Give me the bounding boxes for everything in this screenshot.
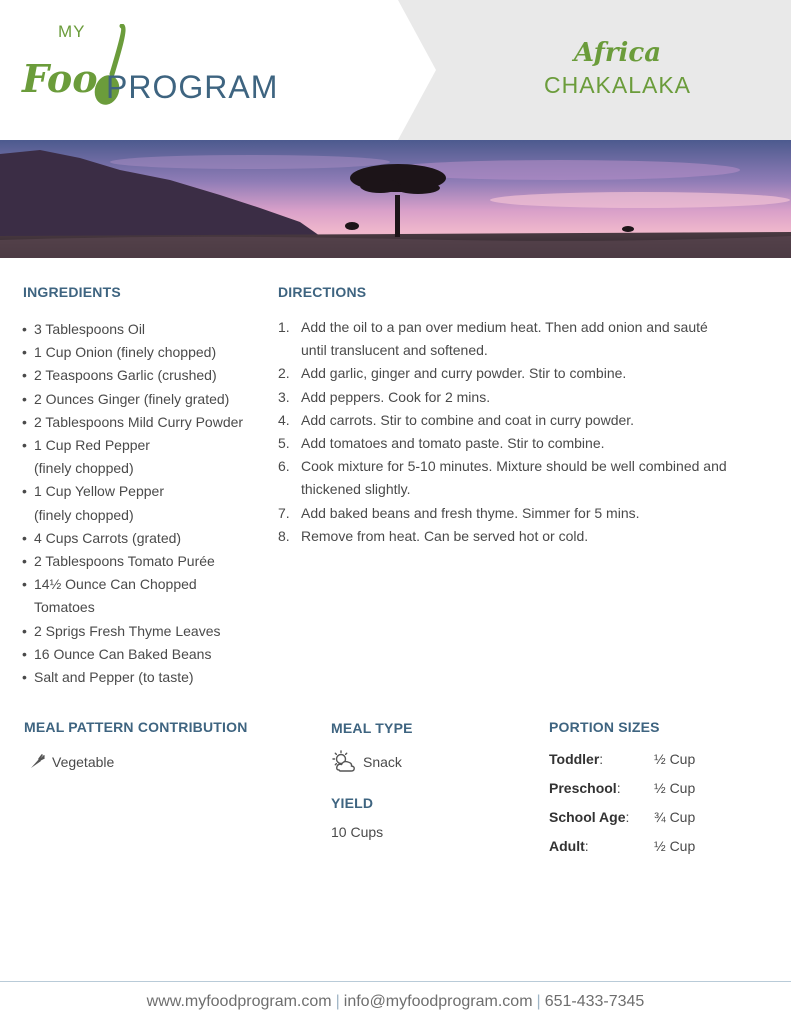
- directions-heading: DIRECTIONS: [278, 284, 367, 300]
- direction-step: 1. Add the oil to a pan over medium heat. Then add onion and sauté until translucent and softened.: [278, 319, 708, 359]
- ingredient-item: • 3 Tablespoons Oil: [22, 318, 267, 341]
- direction-step: 3. Add peppers. Cook for 2 mins.: [278, 388, 491, 405]
- portion-label: Adult: [549, 838, 585, 854]
- direction-step: 2. Add garlic, ginger and curry powder. Stir to combine.: [278, 365, 627, 382]
- meal-pattern-item: [28, 753, 114, 771]
- ingredient-item: • 14½ Ounce Can Chopped: [22, 573, 267, 596]
- ingredient-item: • 1 Cup Yellow Pepper: [22, 480, 267, 503]
- logo-program-text: PROGRAM: [106, 69, 279, 105]
- ingredient-item: • 2 Tablespoons Mild Curry Powder: [22, 411, 267, 434]
- ingredient-item: • 1 Cup Red Pepper: [22, 434, 267, 457]
- logo-foo-text: Foo: [22, 56, 98, 101]
- meal-pattern-label: Vegetable: [52, 754, 115, 770]
- portion-value: ¾ Cup: [654, 809, 696, 825]
- ingredient-item: • 2 Ounces Ginger (finely grated): [22, 388, 267, 411]
- footer-separator: |: [335, 993, 340, 1010]
- ingredient-item-continued: Tomatoes: [34, 599, 95, 616]
- portion-sizes-table: [549, 751, 749, 867]
- footer-email-link[interactable]: info@myfoodprogram.com: [343, 993, 533, 1010]
- meal-type-heading: MEAL TYPE: [331, 720, 413, 736]
- ingredient-item: • 2 Tablespoons Tomato Purée: [22, 550, 267, 573]
- portion-label: Toddler: [549, 751, 600, 767]
- footer-contact: [0, 993, 791, 1011]
- portion-value: ½ Cup: [654, 751, 696, 767]
- portion-row: Adult: ½ Cup: [549, 838, 696, 854]
- ingredient-item: • 2 Sprigs Fresh Thyme Leaves: [22, 620, 267, 643]
- meal-type-item: [331, 750, 402, 774]
- directions-list: [278, 316, 778, 548]
- recipe-title: CHAKALAKA: [543, 72, 692, 98]
- footer-divider: [0, 981, 791, 982]
- ingredient-item: • 4 Cups Carrots (grated): [22, 527, 267, 550]
- logo-my-text: MY: [58, 22, 86, 41]
- ingredient-item: • 16 Ounce Can Baked Beans: [22, 643, 267, 666]
- portion-label: School Age: [549, 809, 626, 825]
- yield-heading: YIELD: [331, 795, 374, 811]
- portion-sizes-heading: PORTION SIZES: [549, 719, 660, 735]
- yield-value: 10 Cups: [331, 824, 384, 840]
- meal-pattern-heading: MEAL PATTERN CONTRIBUTION: [24, 719, 248, 735]
- direction-step: 7. Add baked beans and fresh thyme. Simmer for 5 mins.: [278, 504, 640, 521]
- savanna-sunset-banner-image: [0, 140, 791, 258]
- direction-step: 6. Cook mixture for 5-10 minutes. Mixture should be well combined and thickened slightly.: [278, 458, 727, 498]
- header: [0, 0, 791, 140]
- direction-step: 4. Add carrots. Stir to combine and coat in curry powder.: [278, 411, 635, 428]
- my-food-program-logo[interactable]: [22, 22, 312, 112]
- portion-row: School Age: ¾ Cup: [549, 809, 696, 825]
- portion-value: ½ Cup: [654, 838, 696, 854]
- carrot-icon: [28, 753, 46, 771]
- meal-type-value: Snack: [363, 754, 402, 770]
- recipe-region: Africa: [573, 38, 662, 68]
- portion-row: Toddler: ½ Cup: [549, 751, 696, 767]
- ingredient-item: • 1 Cup Onion (finely chopped): [22, 341, 267, 364]
- ingredients-heading: INGREDIENTS: [23, 284, 121, 300]
- direction-step: 8. Remove from heat. Can be served hot or cold.: [278, 527, 589, 544]
- portion-label: Preschool: [549, 780, 617, 796]
- footer-website-link[interactable]: www.myfoodprogram.com: [146, 993, 332, 1010]
- footer-phone[interactable]: 651-433-7345: [544, 993, 645, 1010]
- ingredient-item: • Salt and Pepper (to taste): [22, 666, 267, 689]
- header-title-panel: [398, 0, 791, 140]
- portion-value: ½ Cup: [654, 780, 696, 796]
- direction-step: 5. Add tomatoes and tomato paste. Stir to combine.: [278, 435, 605, 452]
- sun-cloud-icon: [331, 750, 357, 774]
- ingredient-item-continued: (finely chopped): [34, 506, 134, 523]
- ingredient-item-continued: (finely chopped): [34, 460, 134, 477]
- portion-row: Preschool: ½ Cup: [549, 780, 696, 796]
- ingredients-list: [22, 318, 267, 689]
- footer-separator: |: [536, 993, 541, 1010]
- ingredient-item: • 2 Teaspoons Garlic (crushed): [22, 364, 267, 387]
